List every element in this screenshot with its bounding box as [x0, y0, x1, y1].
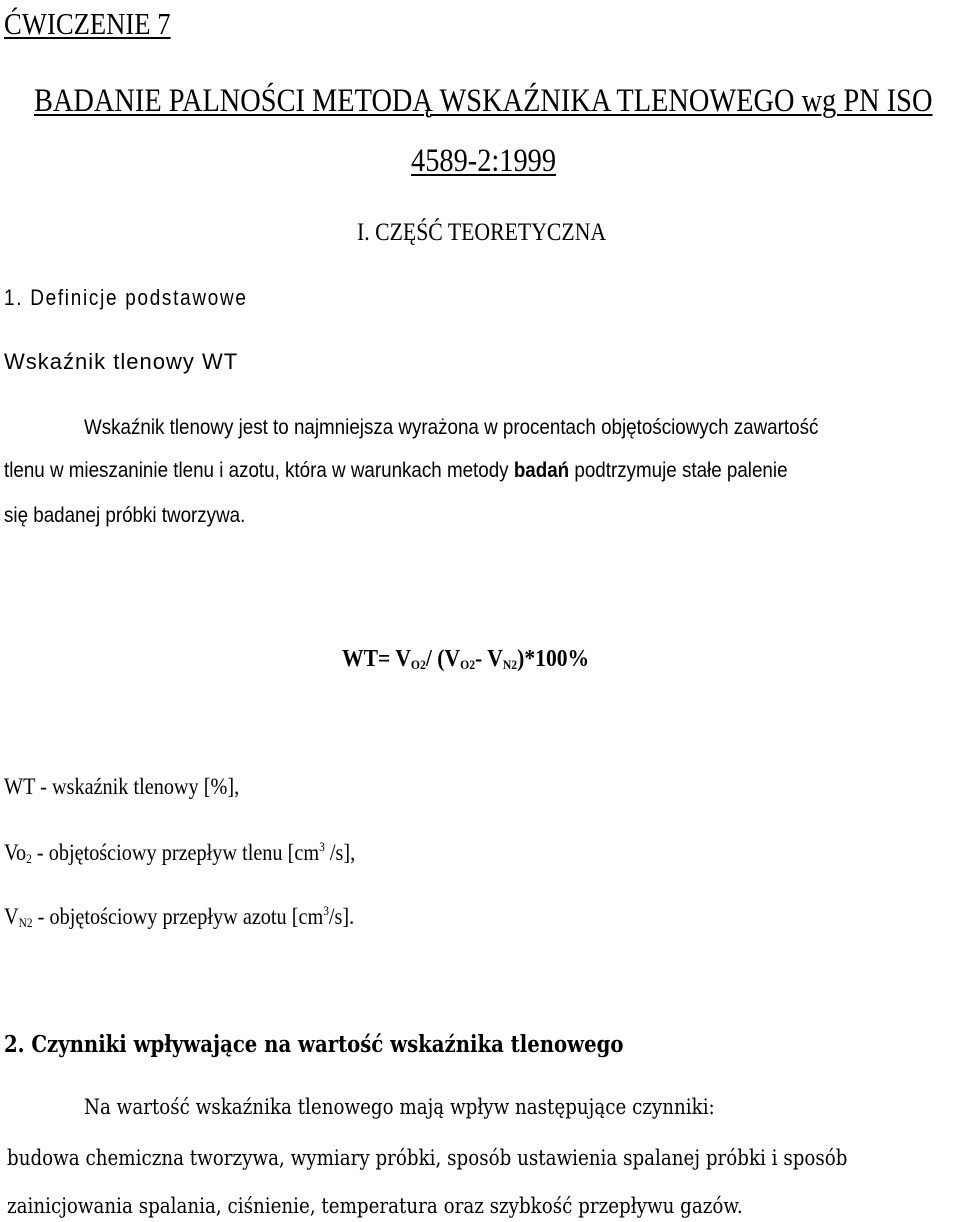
legend-vo2-text: - objętościowy przepływ tlenu [cm [31, 840, 320, 865]
legend-item-vn2 [4, 904, 354, 929]
formula-part-2: / (V [425, 646, 461, 672]
definition-line-3: się badanej próbki tworzywa. [4, 504, 246, 527]
legend-vo2-sub: 2 [26, 851, 32, 866]
formula [342, 647, 589, 671]
formula-sub-o2-second: O2 [460, 657, 476, 672]
formula-part-4: )*100% [517, 646, 590, 672]
definition-line-1: Wskaźnik tlenowy jest to najmniejsza wyrażona w procentach objętościowych zawartość [84, 416, 819, 439]
legend-vn2-symbol: V [4, 904, 19, 929]
formula-sub-n2: N2 [502, 657, 518, 672]
legend-item-wt: WT - wskaźnik tlenowy [%], [4, 774, 240, 799]
legend-vn2-sup: 3 [323, 903, 329, 918]
legend-vn2-text: - objętościowy przepływ azotu [cm [32, 904, 324, 929]
formula-part-3: - V [475, 646, 503, 672]
formula-part-1: WT= V [342, 646, 411, 672]
legend-vo2-symbol: Vo [4, 840, 27, 865]
definition-line-2 [4, 460, 788, 481]
chapter-title: ĆWICZENIE 7 [4, 6, 171, 41]
formula-sub-o2: O2 [410, 657, 426, 672]
definition-line-2-end: podtrzymuje stałe palenie [569, 459, 788, 482]
legend-item-vo2 [4, 840, 355, 865]
definition-line-2-start: tlenu w mieszaninie tlenu i azotu, która w warunkach metody [4, 459, 514, 482]
legend-vo2-sup: 3 [319, 839, 325, 854]
section-2-line-1: Na wartość wskaźnika tlenowego mają wpływ następujące czynniki: [84, 1095, 715, 1119]
section-1-heading: 1. Definicje podstawowe [4, 285, 248, 310]
legend-vn2-unit: /s]. [328, 904, 355, 929]
legend-vn2-sub: N2 [18, 915, 33, 930]
definition-bold-term: badań [513, 459, 570, 482]
section-2-line-3: zainicjowania spalania, ciśnienie, temperatura oraz szybkość przepływu gazów. [7, 1194, 743, 1218]
part-heading: I. CZĘŚĆ TEORETYCZNA [357, 219, 607, 246]
main-title-line-2: 4589-2:1999 [411, 143, 557, 179]
section-2-heading: 2. Czynniki wpływające na wartość wskaźnika tlenowego [4, 1031, 624, 1058]
term-heading: Wskaźnik tlenowy WT [4, 349, 239, 374]
main-title-line-1: BADANIE PALNOŚCI METODĄ WSKAŹNIKA TLENOWEGO wg PN ISO [34, 83, 933, 119]
section-2-line-2: budowa chemiczna tworzywa, wymiary próbki, sposób ustawienia spalanej próbki i sposób [7, 1146, 848, 1170]
legend-vo2-unit: /s], [324, 840, 356, 865]
